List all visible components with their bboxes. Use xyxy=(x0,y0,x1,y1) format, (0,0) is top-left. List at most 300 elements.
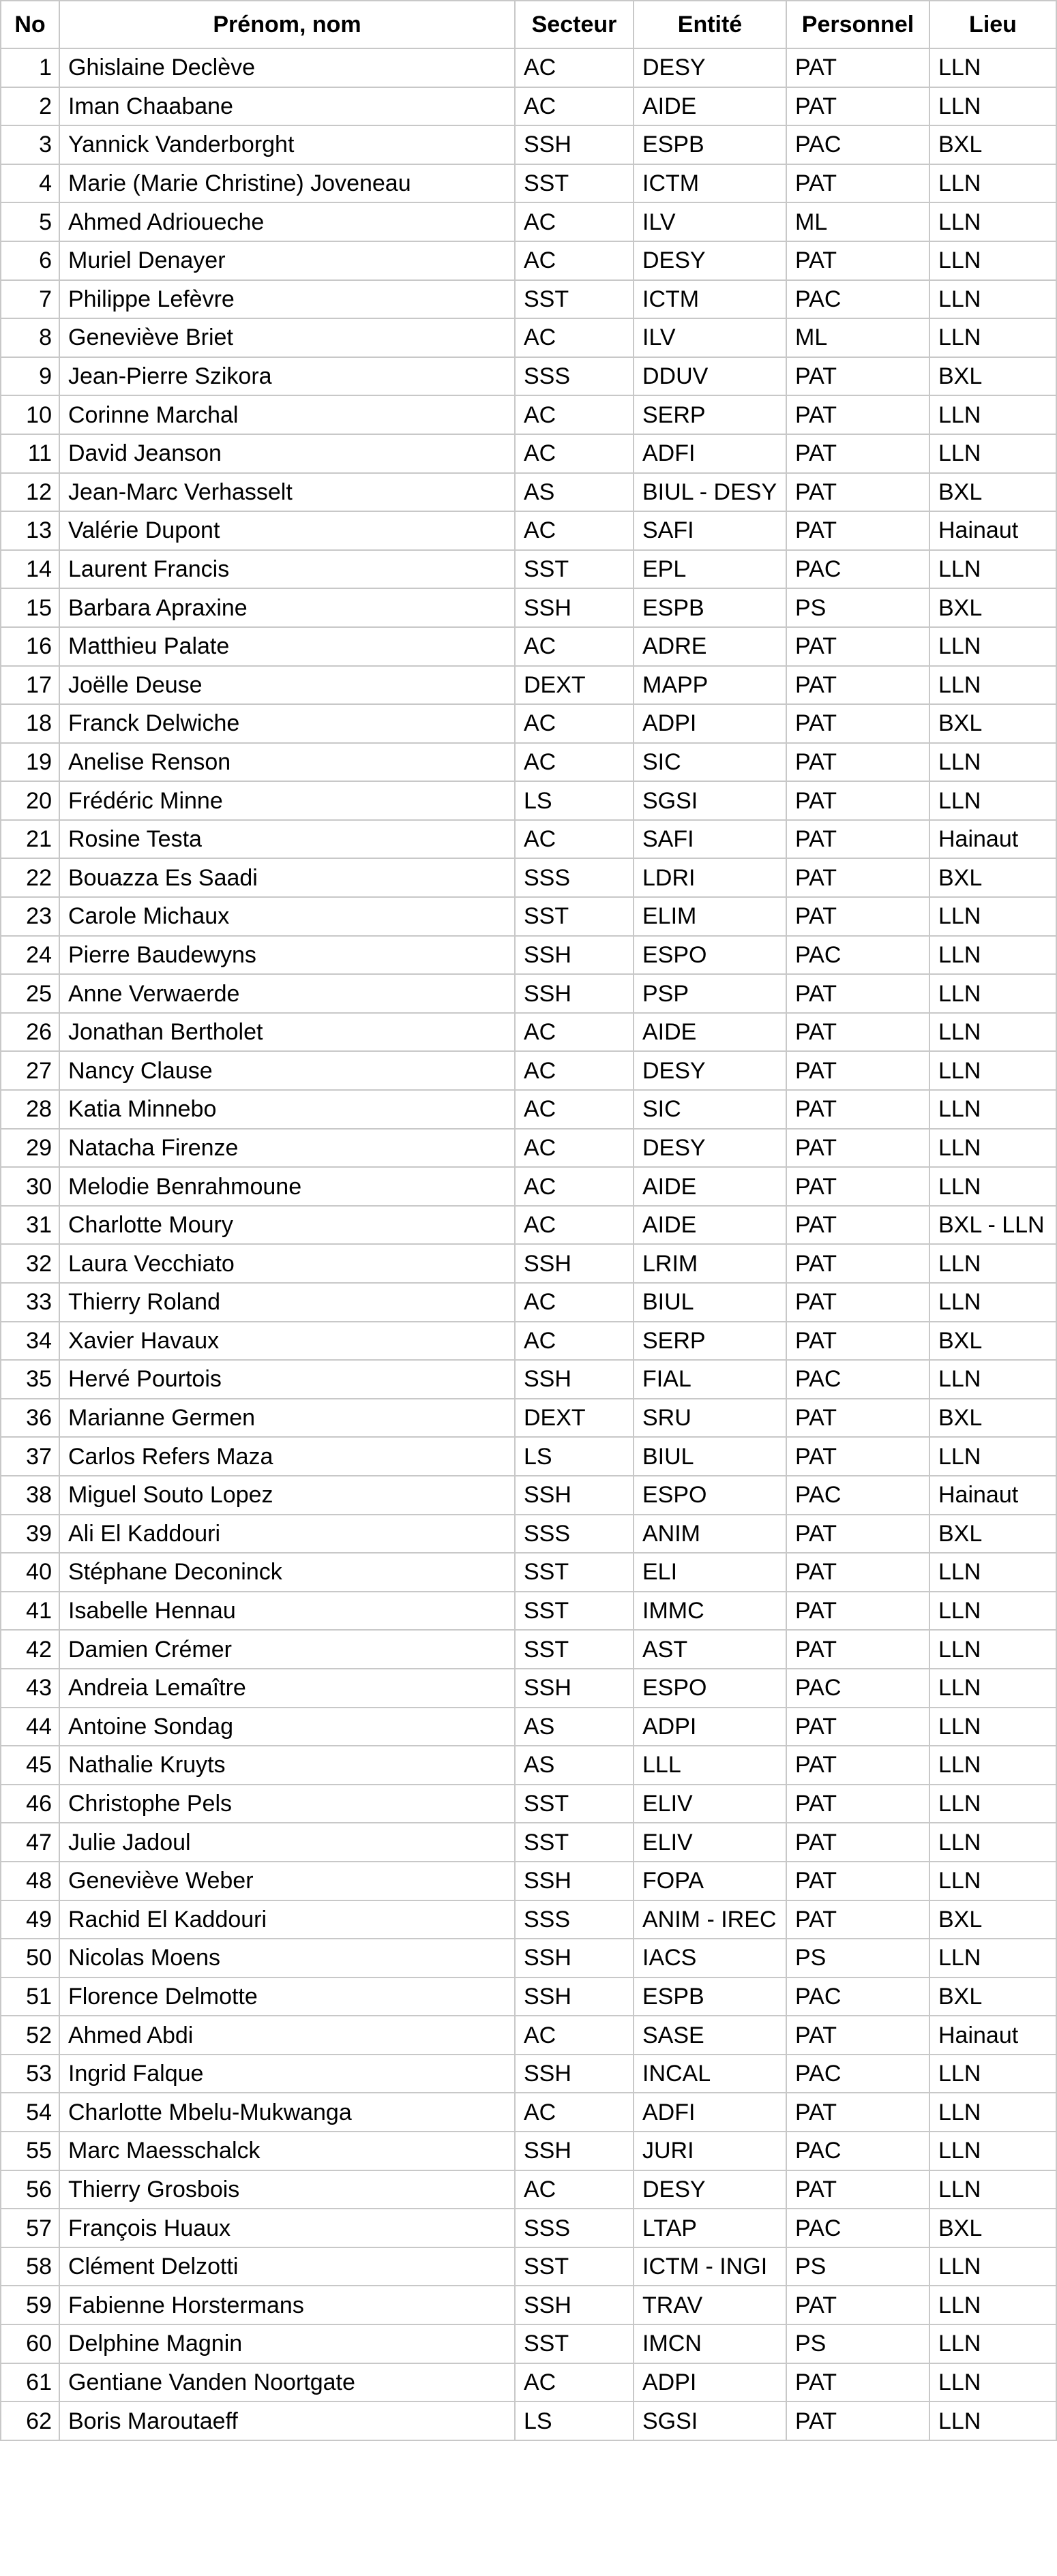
cell-lieu: LLN xyxy=(929,2055,1056,2093)
cell-personnel: PAT xyxy=(786,2016,929,2055)
cell-entite: ADRE xyxy=(634,627,786,666)
cell-no: 1 xyxy=(1,48,59,87)
cell-entite: AIDE xyxy=(634,1206,786,1245)
table-row xyxy=(1,704,1056,743)
cell-no: 29 xyxy=(1,1129,59,1168)
cell-lieu: LLN xyxy=(929,318,1056,357)
cell-entite: SIC xyxy=(634,1090,786,1129)
header-entite: Entité xyxy=(634,1,786,48)
cell-no: 41 xyxy=(1,1592,59,1631)
cell-personnel: PAT xyxy=(786,2363,929,2402)
cell-name: Joëlle Deuse xyxy=(59,666,515,705)
cell-no: 31 xyxy=(1,1206,59,1245)
cell-lieu: LLN xyxy=(929,87,1056,126)
cell-lieu: LLN xyxy=(929,241,1056,280)
cell-lieu: LLN xyxy=(929,1360,1056,1399)
cell-lieu: LLN xyxy=(929,1746,1056,1785)
cell-name: Thierry Grosbois xyxy=(59,2170,515,2209)
cell-entite: SAFI xyxy=(634,511,786,550)
cell-lieu: BXL xyxy=(929,2209,1056,2247)
cell-secteur: AC xyxy=(515,511,634,550)
cell-no: 38 xyxy=(1,1476,59,1515)
cell-no: 51 xyxy=(1,1978,59,2016)
cell-lieu: LLN xyxy=(929,1823,1056,1862)
cell-entite: AST xyxy=(634,1630,786,1669)
cell-no: 50 xyxy=(1,1939,59,1978)
cell-no: 18 xyxy=(1,704,59,743)
cell-name: Bouazza Es Saadi xyxy=(59,858,515,897)
cell-personnel: PAC xyxy=(786,125,929,164)
cell-lieu: LLN xyxy=(929,1244,1056,1283)
cell-lieu: LLN xyxy=(929,2247,1056,2286)
cell-entite: ADFI xyxy=(634,434,786,473)
cell-secteur: SST xyxy=(515,1823,634,1862)
cell-secteur: LS xyxy=(515,2401,634,2440)
cell-secteur: SST xyxy=(515,164,634,203)
cell-name: Delphine Magnin xyxy=(59,2324,515,2363)
cell-name: Marie (Marie Christine) Joveneau xyxy=(59,164,515,203)
cell-lieu: Hainaut xyxy=(929,820,1056,859)
cell-personnel: ML xyxy=(786,202,929,241)
cell-lieu: LLN xyxy=(929,666,1056,705)
cell-entite: EPL xyxy=(634,550,786,589)
cell-secteur: SSH xyxy=(515,1360,634,1399)
cell-no: 54 xyxy=(1,2093,59,2132)
cell-personnel: PAT xyxy=(786,1206,929,1245)
cell-entite: ELI xyxy=(634,1553,786,1592)
cell-entite: ANIM - IREC xyxy=(634,1900,786,1939)
cell-name: Marc Maesschalck xyxy=(59,2132,515,2170)
cell-lieu: BXL xyxy=(929,473,1056,512)
cell-entite: TRAV xyxy=(634,2286,786,2324)
cell-name: Jean-Marc Verhasselt xyxy=(59,473,515,512)
cell-lieu: BXL xyxy=(929,1978,1056,2016)
table-row xyxy=(1,1399,1056,1438)
cell-no: 39 xyxy=(1,1515,59,1554)
cell-secteur: SST xyxy=(515,1553,634,1592)
cell-lieu: LLN xyxy=(929,1283,1056,1322)
header-no: No xyxy=(1,1,59,48)
table-row xyxy=(1,588,1056,627)
cell-no: 49 xyxy=(1,1900,59,1939)
cell-entite: SGSI xyxy=(634,2401,786,2440)
cell-no: 30 xyxy=(1,1167,59,1206)
cell-lieu: LLN xyxy=(929,1167,1056,1206)
cell-personnel: PAT xyxy=(786,1785,929,1823)
table-row xyxy=(1,820,1056,859)
cell-secteur: AC xyxy=(515,1090,634,1129)
cell-entite: IMCN xyxy=(634,2324,786,2363)
cell-entite: ADFI xyxy=(634,2093,786,2132)
cell-personnel: PAT xyxy=(786,1862,929,1900)
cell-personnel: PAC xyxy=(786,1360,929,1399)
cell-personnel: PAT xyxy=(786,1592,929,1631)
cell-lieu: LLN xyxy=(929,936,1056,975)
table-row xyxy=(1,936,1056,975)
cell-lieu: LLN xyxy=(929,2093,1056,2132)
cell-no: 22 xyxy=(1,858,59,897)
cell-secteur: SSH xyxy=(515,2132,634,2170)
cell-personnel: PAT xyxy=(786,858,929,897)
cell-entite: ESPB xyxy=(634,588,786,627)
header-personnel: Personnel xyxy=(786,1,929,48)
cell-secteur: SSS xyxy=(515,2209,634,2247)
cell-secteur: LS xyxy=(515,1437,634,1476)
table-row xyxy=(1,2132,1056,2170)
table-row xyxy=(1,280,1056,319)
cell-personnel: PAC xyxy=(786,2132,929,2170)
cell-secteur: AC xyxy=(515,1206,634,1245)
cell-entite: PSP xyxy=(634,974,786,1013)
cell-lieu: LLN xyxy=(929,1437,1056,1476)
cell-secteur: LS xyxy=(515,781,634,820)
table-row xyxy=(1,2055,1056,2093)
cell-lieu: LLN xyxy=(929,627,1056,666)
cell-secteur: DEXT xyxy=(515,1399,634,1438)
table-row xyxy=(1,164,1056,203)
cell-personnel: PAT xyxy=(786,1129,929,1168)
cell-name: Rosine Testa xyxy=(59,820,515,859)
cell-secteur: AC xyxy=(515,241,634,280)
cell-name: Anne Verwaerde xyxy=(59,974,515,1013)
cell-no: 27 xyxy=(1,1051,59,1090)
cell-personnel: PS xyxy=(786,1939,929,1978)
table-row xyxy=(1,1939,1056,1978)
cell-name: Franck Delwiche xyxy=(59,704,515,743)
cell-lieu: LLN xyxy=(929,974,1056,1013)
cell-lieu: LLN xyxy=(929,1553,1056,1592)
cell-name: Geneviève Weber xyxy=(59,1862,515,1900)
cell-entite: ICTM xyxy=(634,164,786,203)
cell-entite: ILV xyxy=(634,318,786,357)
cell-personnel: PAC xyxy=(786,280,929,319)
cell-lieu: LLN xyxy=(929,280,1056,319)
cell-personnel: PAC xyxy=(786,1978,929,2016)
table-row xyxy=(1,1013,1056,1052)
cell-entite: AIDE xyxy=(634,1167,786,1206)
cell-secteur: SST xyxy=(515,280,634,319)
header-name: Prénom, nom xyxy=(59,1,515,48)
table-row xyxy=(1,1476,1056,1515)
cell-personnel: PAT xyxy=(786,1708,929,1746)
cell-personnel: PAT xyxy=(786,473,929,512)
cell-no: 59 xyxy=(1,2286,59,2324)
table-row xyxy=(1,395,1056,434)
cell-lieu: LLN xyxy=(929,2324,1056,2363)
header-row xyxy=(1,1,1056,48)
cell-secteur: SST xyxy=(515,897,634,936)
cell-name: Fabienne Horstermans xyxy=(59,2286,515,2324)
cell-personnel: PAT xyxy=(786,2401,929,2440)
cell-no: 3 xyxy=(1,125,59,164)
cell-lieu: LLN xyxy=(929,1862,1056,1900)
cell-no: 45 xyxy=(1,1746,59,1785)
cell-no: 36 xyxy=(1,1399,59,1438)
cell-name: Barbara Apraxine xyxy=(59,588,515,627)
cell-lieu: LLN xyxy=(929,2363,1056,2402)
cell-personnel: PAT xyxy=(786,1437,929,1476)
cell-name: Carlos Refers Maza xyxy=(59,1437,515,1476)
cell-personnel: PAT xyxy=(786,1244,929,1283)
cell-secteur: SST xyxy=(515,2324,634,2363)
cell-entite: BIUL - DESY xyxy=(634,473,786,512)
cell-name: Iman Chaabane xyxy=(59,87,515,126)
cell-lieu: LLN xyxy=(929,2286,1056,2324)
cell-name: Hervé Pourtois xyxy=(59,1360,515,1399)
cell-secteur: SSH xyxy=(515,2055,634,2093)
cell-name: Antoine Sondag xyxy=(59,1708,515,1746)
table-row xyxy=(1,1129,1056,1168)
table-row xyxy=(1,1900,1056,1939)
cell-no: 8 xyxy=(1,318,59,357)
table-row xyxy=(1,1978,1056,2016)
cell-entite: ANIM xyxy=(634,1515,786,1554)
table-row xyxy=(1,627,1056,666)
table-row xyxy=(1,48,1056,87)
cell-personnel: PAT xyxy=(786,1013,929,1052)
cell-secteur: AC xyxy=(515,395,634,434)
cell-secteur: SSH xyxy=(515,1476,634,1515)
table-row xyxy=(1,2324,1056,2363)
cell-no: 26 xyxy=(1,1013,59,1052)
cell-name: Corinne Marchal xyxy=(59,395,515,434)
cell-name: Jean-Pierre Szikora xyxy=(59,357,515,396)
cell-personnel: PAT xyxy=(786,2093,929,2132)
cell-name: Geneviève Briet xyxy=(59,318,515,357)
cell-name: Natacha Firenze xyxy=(59,1129,515,1168)
cell-name: Ghislaine Declève xyxy=(59,48,515,87)
cell-no: 19 xyxy=(1,743,59,782)
cell-personnel: PAC xyxy=(786,2209,929,2247)
table-row xyxy=(1,125,1056,164)
table-row xyxy=(1,1823,1056,1862)
cell-lieu: LLN xyxy=(929,1051,1056,1090)
cell-no: 46 xyxy=(1,1785,59,1823)
cell-name: Nancy Clause xyxy=(59,1051,515,1090)
cell-no: 24 xyxy=(1,936,59,975)
table-row xyxy=(1,1437,1056,1476)
cell-no: 13 xyxy=(1,511,59,550)
cell-no: 34 xyxy=(1,1322,59,1361)
cell-entite: BIUL xyxy=(634,1283,786,1322)
cell-name: Ali El Kaddouri xyxy=(59,1515,515,1554)
cell-entite: ICTM - INGI xyxy=(634,2247,786,2286)
cell-lieu: LLN xyxy=(929,2170,1056,2209)
cell-no: 14 xyxy=(1,550,59,589)
cell-secteur: AC xyxy=(515,2363,634,2402)
cell-personnel: PAT xyxy=(786,2286,929,2324)
cell-lieu: BXL xyxy=(929,1322,1056,1361)
table-row xyxy=(1,1592,1056,1631)
cell-lieu: LLN xyxy=(929,1090,1056,1129)
cell-secteur: SSH xyxy=(515,1669,634,1708)
cell-secteur: SSS xyxy=(515,1900,634,1939)
table-row xyxy=(1,1708,1056,1746)
table-row xyxy=(1,897,1056,936)
cell-name: Matthieu Palate xyxy=(59,627,515,666)
cell-lieu: BXL xyxy=(929,125,1056,164)
cell-personnel: PAC xyxy=(786,2055,929,2093)
cell-no: 25 xyxy=(1,974,59,1013)
cell-personnel: PAT xyxy=(786,1515,929,1554)
cell-name: Yannick Vanderborght xyxy=(59,125,515,164)
cell-no: 6 xyxy=(1,241,59,280)
table-row xyxy=(1,2170,1056,2209)
cell-entite: DESY xyxy=(634,1129,786,1168)
cell-entite: ESPO xyxy=(634,1476,786,1515)
cell-no: 11 xyxy=(1,434,59,473)
cell-no: 58 xyxy=(1,2247,59,2286)
cell-lieu: LLN xyxy=(929,1630,1056,1669)
cell-entite: DESY xyxy=(634,1051,786,1090)
cell-entite: SRU xyxy=(634,1399,786,1438)
cell-lieu: LLN xyxy=(929,897,1056,936)
cell-lieu: LLN xyxy=(929,202,1056,241)
cell-personnel: PAT xyxy=(786,820,929,859)
cell-lieu: LLN xyxy=(929,743,1056,782)
cell-personnel: PAT xyxy=(786,395,929,434)
cell-entite: LRIM xyxy=(634,1244,786,1283)
cell-personnel: PAT xyxy=(786,511,929,550)
cell-lieu: BXL xyxy=(929,1399,1056,1438)
cell-personnel: PAT xyxy=(786,164,929,203)
cell-entite: ESPO xyxy=(634,936,786,975)
cell-secteur: SST xyxy=(515,1630,634,1669)
cell-no: 55 xyxy=(1,2132,59,2170)
cell-lieu: LLN xyxy=(929,1129,1056,1168)
cell-personnel: PAT xyxy=(786,1051,929,1090)
table-row xyxy=(1,202,1056,241)
cell-personnel: PAT xyxy=(786,627,929,666)
cell-no: 5 xyxy=(1,202,59,241)
cell-lieu: LLN xyxy=(929,781,1056,820)
cell-entite: ELIM xyxy=(634,897,786,936)
cell-name: Ahmed Abdi xyxy=(59,2016,515,2055)
cell-no: 44 xyxy=(1,1708,59,1746)
cell-name: Isabelle Hennau xyxy=(59,1592,515,1631)
cell-name: Valérie Dupont xyxy=(59,511,515,550)
cell-lieu: LLN xyxy=(929,1939,1056,1978)
cell-name: Charlotte Moury xyxy=(59,1206,515,1245)
cell-no: 40 xyxy=(1,1553,59,1592)
cell-name: Anelise Renson xyxy=(59,743,515,782)
cell-personnel: PAC xyxy=(786,1669,929,1708)
cell-no: 10 xyxy=(1,395,59,434)
cell-secteur: SSH xyxy=(515,125,634,164)
cell-secteur: AC xyxy=(515,318,634,357)
cell-name: Gentiane Vanden Noortgate xyxy=(59,2363,515,2402)
cell-no: 48 xyxy=(1,1862,59,1900)
cell-secteur: DEXT xyxy=(515,666,634,705)
cell-name: Christophe Pels xyxy=(59,1785,515,1823)
table-row xyxy=(1,1360,1056,1399)
cell-personnel: PAT xyxy=(786,897,929,936)
cell-no: 28 xyxy=(1,1090,59,1129)
cell-secteur: AC xyxy=(515,434,634,473)
cell-name: Julie Jadoul xyxy=(59,1823,515,1862)
cell-no: 62 xyxy=(1,2401,59,2440)
table-row xyxy=(1,1515,1056,1554)
table-row xyxy=(1,781,1056,820)
cell-lieu: LLN xyxy=(929,1708,1056,1746)
cell-lieu: LLN xyxy=(929,1013,1056,1052)
cell-no: 9 xyxy=(1,357,59,396)
cell-no: 2 xyxy=(1,87,59,126)
cell-personnel: PAT xyxy=(786,666,929,705)
cell-name: Ahmed Adrioueche xyxy=(59,202,515,241)
cell-entite: ELIV xyxy=(634,1823,786,1862)
table-row xyxy=(1,1090,1056,1129)
cell-entite: IMMC xyxy=(634,1592,786,1631)
cell-lieu: LLN xyxy=(929,164,1056,203)
cell-name: Muriel Denayer xyxy=(59,241,515,280)
cell-secteur: SSS xyxy=(515,1515,634,1554)
table-row xyxy=(1,2401,1056,2440)
cell-entite: INCAL xyxy=(634,2055,786,2093)
cell-personnel: PAT xyxy=(786,357,929,396)
cell-name: Jonathan Bertholet xyxy=(59,1013,515,1052)
cell-lieu: BXL xyxy=(929,704,1056,743)
cell-name: David Jeanson xyxy=(59,434,515,473)
cell-name: Thierry Roland xyxy=(59,1283,515,1322)
cell-name: Nathalie Kruyts xyxy=(59,1746,515,1785)
cell-secteur: SST xyxy=(515,1785,634,1823)
cell-personnel: PAT xyxy=(786,974,929,1013)
cell-no: 43 xyxy=(1,1669,59,1708)
cell-name: Nicolas Moens xyxy=(59,1939,515,1978)
cell-name: Andreia Lemaître xyxy=(59,1669,515,1708)
cell-secteur: SSH xyxy=(515,936,634,975)
table-row xyxy=(1,473,1056,512)
header-secteur: Secteur xyxy=(515,1,634,48)
cell-name: Laura Vecchiato xyxy=(59,1244,515,1283)
cell-personnel: PAT xyxy=(786,48,929,87)
cell-personnel: PAT xyxy=(786,1167,929,1206)
table-row xyxy=(1,87,1056,126)
cell-personnel: ML xyxy=(786,318,929,357)
cell-lieu: LLN xyxy=(929,550,1056,589)
table-row xyxy=(1,2286,1056,2324)
cell-entite: JURI xyxy=(634,2132,786,2170)
cell-no: 56 xyxy=(1,2170,59,2209)
cell-name: Frédéric Minne xyxy=(59,781,515,820)
table-row xyxy=(1,1206,1056,1245)
cell-no: 7 xyxy=(1,280,59,319)
cell-personnel: PAT xyxy=(786,1823,929,1862)
cell-entite: FIAL xyxy=(634,1360,786,1399)
cell-entite: BIUL xyxy=(634,1437,786,1476)
table-row xyxy=(1,858,1056,897)
cell-lieu: Hainaut xyxy=(929,511,1056,550)
cell-secteur: SST xyxy=(515,550,634,589)
cell-entite: SAFI xyxy=(634,820,786,859)
cell-personnel: PAT xyxy=(786,1746,929,1785)
cell-no: 23 xyxy=(1,897,59,936)
cell-no: 15 xyxy=(1,588,59,627)
cell-secteur: AC xyxy=(515,704,634,743)
cell-entite: FOPA xyxy=(634,1862,786,1900)
table-row xyxy=(1,1630,1056,1669)
cell-no: 61 xyxy=(1,2363,59,2402)
cell-no: 42 xyxy=(1,1630,59,1669)
table-row xyxy=(1,1283,1056,1322)
cell-no: 12 xyxy=(1,473,59,512)
cell-no: 37 xyxy=(1,1437,59,1476)
cell-no: 33 xyxy=(1,1283,59,1322)
cell-secteur: SSH xyxy=(515,1939,634,1978)
cell-secteur: SSH xyxy=(515,974,634,1013)
cell-secteur: AC xyxy=(515,2093,634,2132)
